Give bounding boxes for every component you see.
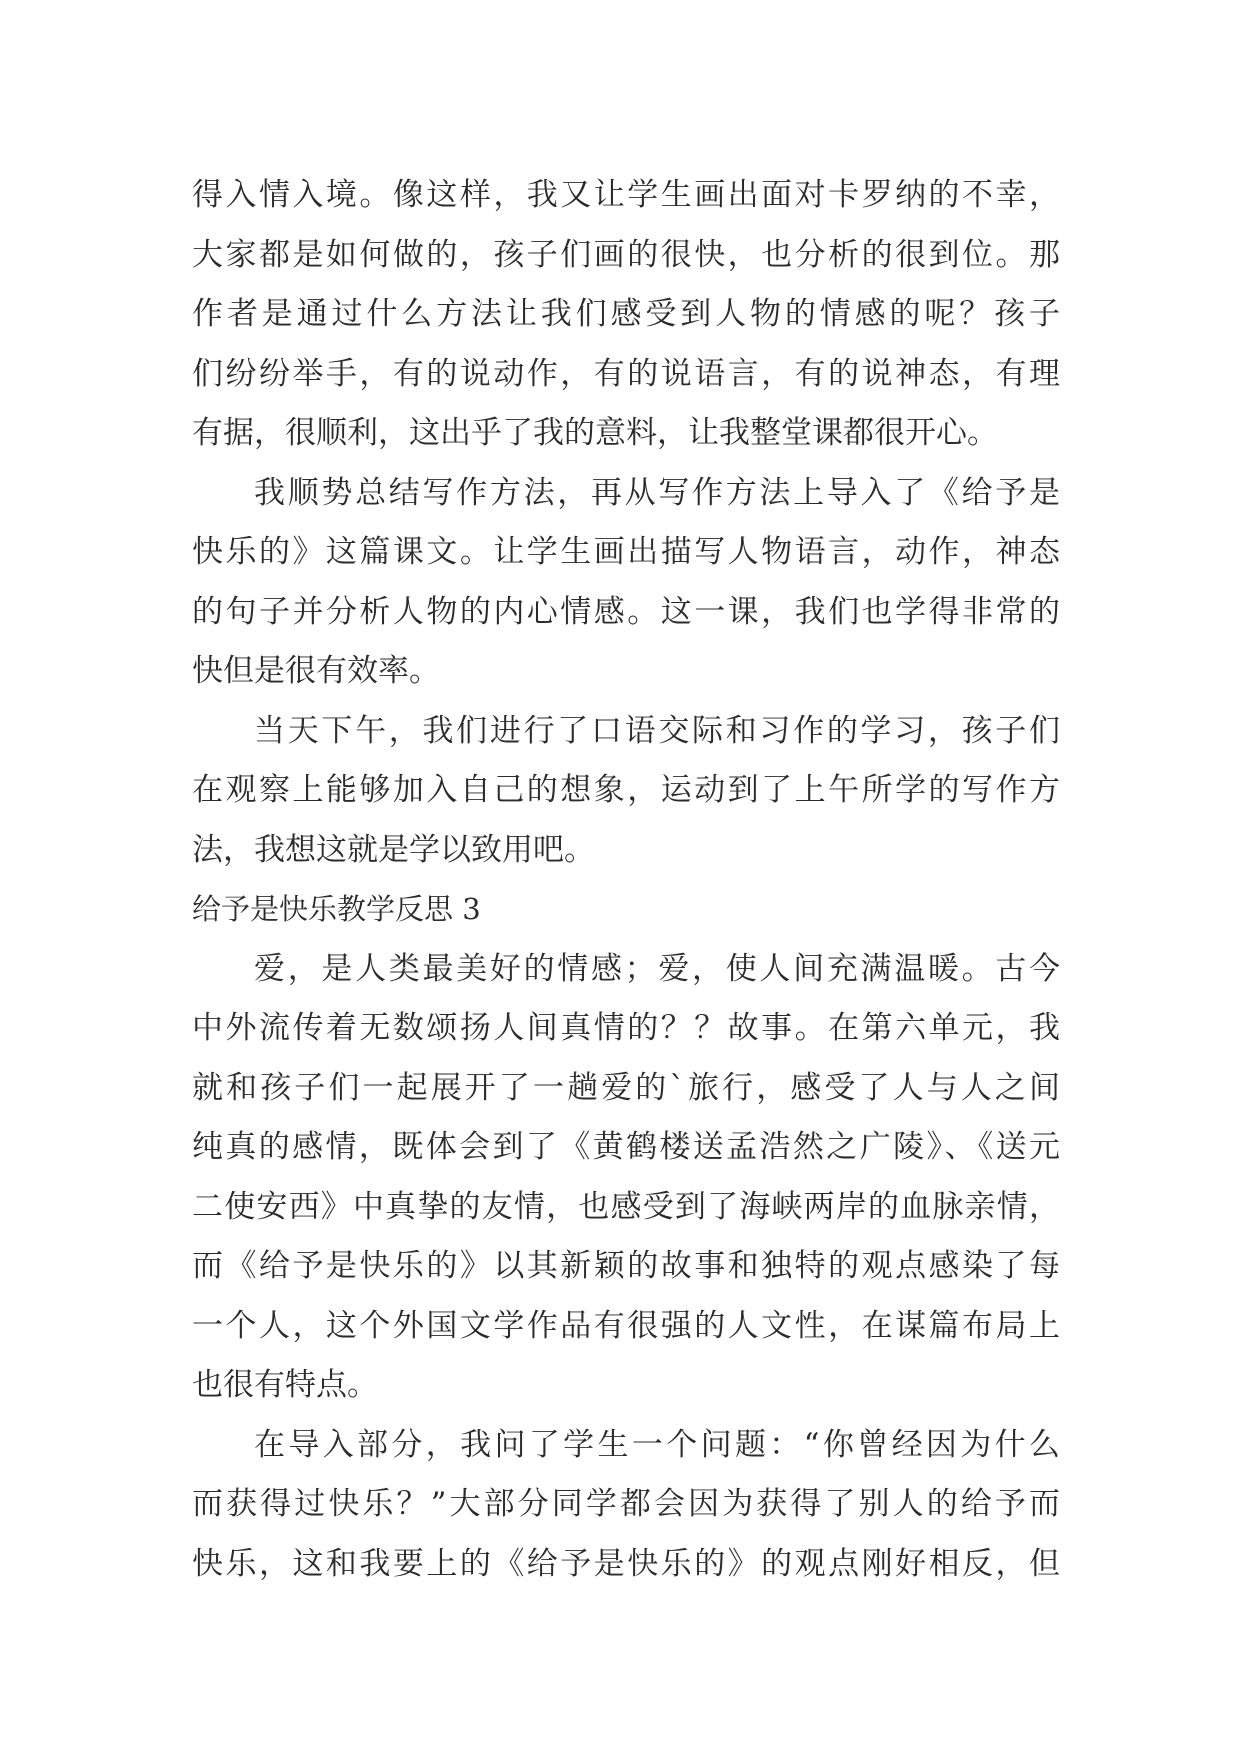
text-line: 而获得过快乐？”大部分同学都会因为获得了别人的给予而	[192, 1486, 1060, 1522]
text-line: 而《给予是快乐的》以其新颖的故事和独特的观点感染了每	[192, 1248, 1060, 1284]
text-line: 纯真的感情，既体会到了《黄鹤楼送孟浩然之广陵》、《送元	[192, 1129, 1060, 1165]
text-line: 在观察上能够加入自己的想象，运动到了上午所学的写作方	[192, 772, 1060, 808]
text-line: 也很有特点。	[192, 1367, 378, 1403]
paragraph	[192, 1416, 1060, 1595]
paragraph	[192, 702, 1060, 881]
paragraph	[192, 940, 1060, 1416]
text-line: 就和孩子们一起展开了一趟爱的`旅行，感受了人与人之间	[192, 1069, 1060, 1106]
text-line: 大家都是如何做的，孩子们画的很快，也分析的很到位。那	[192, 236, 1060, 273]
text-line: 得入情入境。像这样，我又让学生画出面对卡罗纳的不幸，	[192, 177, 1060, 213]
text-line: 一个人，这个外国文学作品有很强的人文性，在谋篇布局上	[192, 1307, 1060, 1344]
heading-text: 给予是快乐教学反思 3	[192, 892, 481, 926]
section-heading	[192, 880, 1060, 940]
document-body	[192, 166, 1060, 1594]
text-line: 快乐，这和我要上的《给予是快乐的》的观点刚好相反，但	[192, 1545, 1060, 1582]
text-line: 们纷纷举手，有的说动作，有的说语言，有的说神态，有理	[192, 355, 1060, 392]
text-line: 法，我想这就是学以致用吧。	[192, 831, 595, 868]
text-line: 快但是很有效率。	[192, 653, 440, 689]
text-line: 中外流传着无数颂扬人间真情的？？故事。在第六单元，我	[192, 1010, 1060, 1046]
text-line: 爱，是人类最美好的情感；爱，使人间充满温暖。古今	[254, 950, 1060, 987]
text-line: 快乐的》这篇课文。让学生画出描写人物语言，动作，神态	[192, 534, 1060, 570]
text-line: 有据，很顺利，这出乎了我的意料，让我整堂课都很开心。	[192, 415, 998, 451]
text-line: 当天下午，我们进行了口语交际和习作的学习，孩子们	[254, 712, 1060, 749]
text-line: 作者是通过什么方法让我们感受到人物的情感的呢？孩子	[192, 296, 1060, 332]
text-line: 我顺势总结写作方法，再从写作方法上导入了《给予是	[254, 474, 1060, 511]
text-line: 在导入部分，我问了学生一个问题：“你曾经因为什么	[254, 1426, 1060, 1463]
text-line: 的句子并分析人物的内心情感。这一课，我们也学得非常的	[192, 593, 1060, 630]
text-line: 二使安西》中真挚的友情，也感受到了海峡两岸的血脉亲情，	[192, 1188, 1060, 1225]
paragraph	[192, 166, 1060, 464]
paragraph	[192, 464, 1060, 702]
